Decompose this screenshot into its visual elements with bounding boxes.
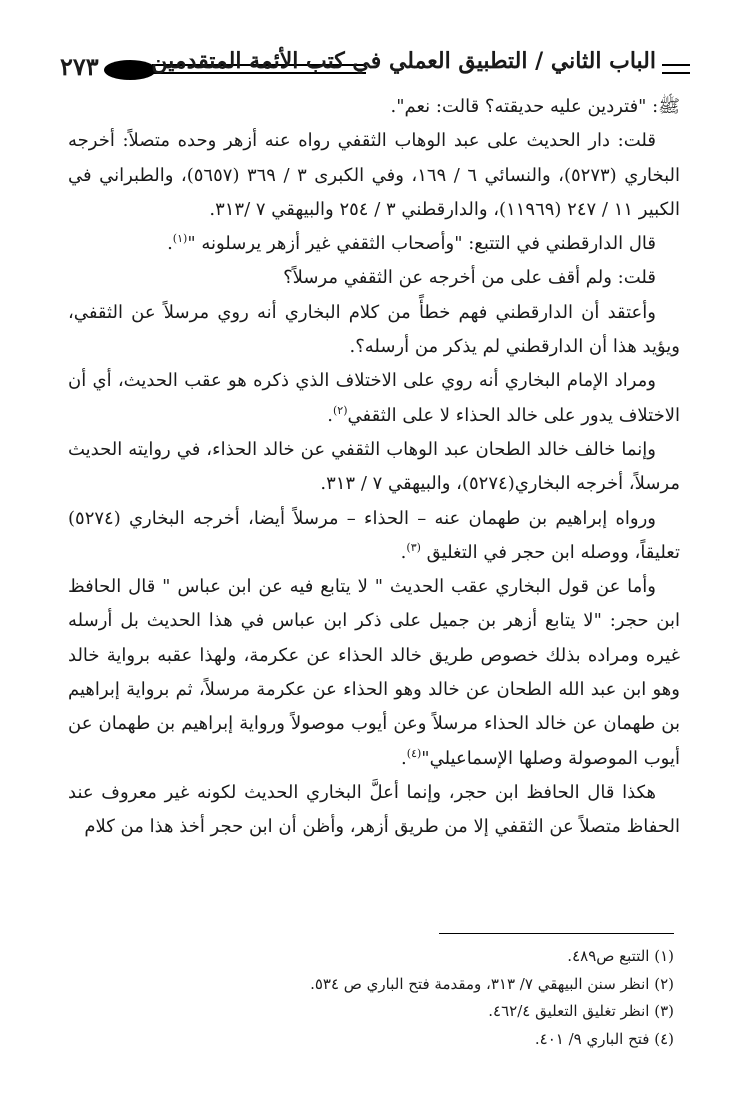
footnote-item: (١) التتبع ص٤٨٩. xyxy=(567,947,674,965)
footnote-ref[interactable]: (١) xyxy=(172,232,188,246)
footnote-ref[interactable]: (٢) xyxy=(333,403,348,417)
chapter-title: الباب الثاني / التطبيق العملي في كتب الأئمة المتقدمين xyxy=(151,48,656,74)
paragraph: قلت: ولم أقف على من أخرجه عن الثقفي مرسلاً؟ xyxy=(283,267,656,289)
page-header xyxy=(60,48,690,88)
paragraph: ﷺ: "فتردين عليه حديقته؟ قالت: نعم". xyxy=(390,96,680,117)
footnote-item: (٤) فتح الباري ٩/ ٤٠١. xyxy=(534,1029,674,1048)
footnote-item: (٢) انظر سنن البيهقي ٧/ ٣١٣، ومقدمة فتح الباري ص ٥٣٤. xyxy=(310,974,674,993)
paragraph: هكذا قال الحافظ ابن حجر، وإنما أعلَّ البخاري الحديث لكونه غير معروف عند الحفاظ متصلاً عن الثقفي إلا من طريق أزهر، وأظن أن ابن حجر أخذ هذا من كلام xyxy=(68,781,680,838)
main-text xyxy=(68,90,680,845)
paragraph: قال الدارقطني في التتبع: "وأصحاب الثقفي غير أزهر يرسلونه "$^{(١)}$. xyxy=(167,232,656,255)
header-tail-rule-bottom xyxy=(662,72,690,74)
paragraph: ورواه إبراهيم بن طهمان عنه – الحذاء – مرسلاً أيضا، أخرجه البخاري (٥٢٧٤) تعليقاً، ووصله ابن حجر في التغليق $^{(٣)}$. xyxy=(68,507,680,563)
paragraph: وأعتقد أن الدارقطني فهم خطأً من كلام البخاري أنه روي مرسلاً عن الثقفي، ويؤيد هذا أن الدارقطني لم يذكر من أرسله؟. xyxy=(68,301,680,358)
header-ornament xyxy=(104,60,156,80)
paragraph: قلت: دار الحديث على عبد الوهاب الثقفي رواه عنه أزهر وحده متصلاً: أخرجه البخاري (٥٢٧٣)، والنسائي ٦ / ١٦٩، وفي الكبرى ٣ / ٣٦٩ (٥٦٥٧)، والطبراني في الكبير ١١ / ٢٤٧ (١١٩٦٩)، والدارقطني ٣ / ٢٥٤ والبيهقي ٧ /٣١٣. xyxy=(68,130,680,220)
footnote-ref[interactable]: (٤) xyxy=(406,746,422,760)
page-number: ٢٧٣ xyxy=(60,52,99,81)
footnotes xyxy=(114,943,674,1053)
header-tail-rule-top xyxy=(662,64,690,66)
footnote-separator xyxy=(439,933,674,934)
paragraph: ومراد الإمام البخاري أنه روي على الاختلاف الذي ذكره هو عقب الحديث، أي أن الاختلاف يدور على خالد الحذاء لا على الثقفي$^{(٢)}$. xyxy=(68,370,680,426)
footnote-ref[interactable]: (٣) xyxy=(406,540,421,554)
footnote-item: (٣) انظر تغليق التعليق ٤٦٢/٤. xyxy=(488,1002,674,1020)
paragraph: وإنما خالف خالد الطحان عبد الوهاب الثقفي عن خالد الحذاء، في روايته الحديث مرسلاً، أخرجه البخاري(٥٢٧٤)، والبيهقي ٧ / ٣١٣. xyxy=(68,438,680,495)
paragraph: وأما عن قول البخاري عقب الحديث " لا يتابع فيه عن ابن عباس " قال الحافظ ابن حجر: "لا يتابع أزهر بن جميل على ذكر ابن عباس في هذا الحديث بل أرسله غيره ومراده بذلك خصوص طريق خالد الحذاء عن عكرمة، ولهذا عقبه برواية خالد وهو ابن عبد الله الطحان عن خالد وهو الحذاء عن عكرمة مرسلاً، ثم برواية إبراهيم بن طهمان عن خالد الحذاء مرسلاً وعن أيوب موصولاً ورواية إبراهيم بن طهمان عن أيوب الموصولة وصلها الإسماعيلي"$^{(٤)}$. xyxy=(68,576,680,769)
